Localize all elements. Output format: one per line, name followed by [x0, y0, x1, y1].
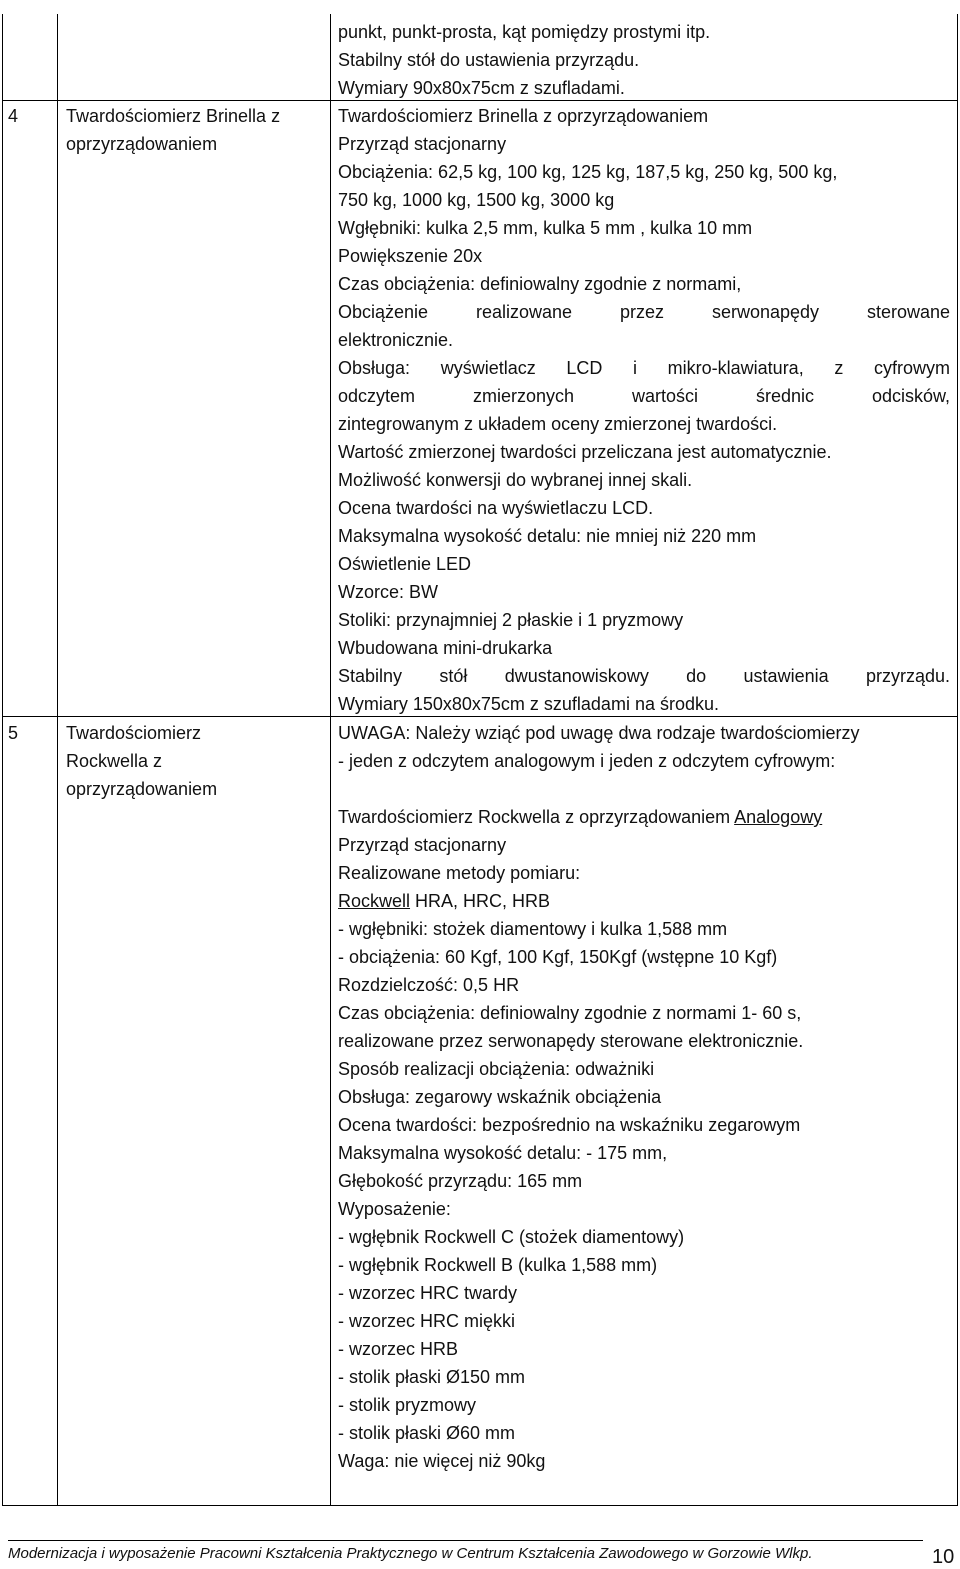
variant-type-analog: Analogowy	[734, 807, 823, 827]
item-name-line: Twardościomierz	[66, 723, 202, 743]
text-line: Wgłębniki: kulka 2,5 mm, kulka 5 mm , kulka 10 mm	[338, 218, 753, 238]
column-divider-2	[330, 14, 331, 1505]
text-line: 750 kg, 1000 kg, 1500 kg, 3000 kg	[338, 190, 615, 210]
note-line: UWAGA: Należy wziąć pod uwagę dwa rodzaje twardościomierzy	[338, 723, 860, 743]
item-name-line: oprzyrządowaniem	[66, 779, 218, 799]
text-line: Stoliki: przynajmniej 2 płaskie i 1 pryzmowy	[338, 610, 684, 630]
text-line: Wzorce: BW	[338, 582, 439, 602]
text-line: Wartość zmierzonej twardości przeliczana jest automatycznie.	[338, 442, 832, 462]
text-line: - wgłębniki: stożek diamentowy i kulka 1,588 mm	[338, 919, 728, 939]
text-line: zintegrowanym z układem oceny zmierzonej twardości.	[338, 414, 778, 434]
text-line: Wyposażenie:	[338, 1199, 451, 1219]
text-line: Rozdzielczość: 0,5 HR	[338, 975, 520, 995]
text-line: Wymiary 90x80x75cm z szufladami.	[338, 78, 625, 98]
text-line: Waga: nie więcej niż 90kg	[338, 1451, 546, 1471]
text-line: elektronicznie.	[338, 330, 454, 350]
text-line: Ocena twardości na wyświetlaczu LCD.	[338, 498, 654, 518]
text-line: Wymiary 150x80x75cm z szufladami na środku.	[338, 694, 719, 714]
text-line: - wgłębnik Rockwell B (kulka 1,588 mm)	[338, 1255, 658, 1275]
text-line: Przyrząd stacjonarny	[338, 835, 507, 855]
text-line: - wzorzec HRC twardy	[338, 1283, 518, 1303]
text-line: Czas obciążenia: definiowalny zgodnie z normami 1- 60 s,	[338, 1003, 802, 1023]
spacer	[338, 775, 950, 803]
page-footer: Modernizacja i wyposażenie Pracowni Kształcenia Praktycznego w Centrum Kształcenia Zawodowego w Gorzowie Wlkp.	[8, 1545, 813, 1562]
variant-title	[338, 803, 950, 831]
item-name-line: Rockwella z	[66, 751, 163, 771]
footer-divider	[8, 1540, 923, 1541]
page-number: 10	[932, 1546, 955, 1568]
text-line: Obciążenia: 62,5 kg, 100 kg, 125 kg, 187,5 kg, 250 kg, 500 kg,	[338, 162, 838, 182]
text-line: Oświetlenie LED	[338, 554, 472, 574]
item-name-line: oprzyrządowaniem	[66, 134, 218, 154]
text-line: - wgłębnik Rockwell C (stożek diamentowy)	[338, 1227, 685, 1247]
text-line: Obsługa: zegarowy wskaźnik obciążenia	[338, 1087, 662, 1107]
text-line: Przyrząd stacjonarny	[338, 134, 507, 154]
text-line: Ocena twardości: bezpośrednio na wskaźniku zegarowym	[338, 1115, 801, 1135]
note-line: - jeden z odczytem analogowym i jeden z odczytem cyfrowym:	[338, 751, 836, 771]
text-line: Twardościomierz Brinella z oprzyrządowaniem	[338, 106, 709, 126]
continued-row-description	[338, 18, 950, 102]
text-line: realizowane przez serwonapędy sterowane elektronicznie.	[338, 1031, 804, 1051]
method-rockwell: Rockwell	[338, 891, 411, 911]
text-line: Stabilny stół do ustawienia przyrządu.	[338, 50, 640, 70]
text-line: Możliwość konwersji do wybranej innej skali.	[338, 470, 693, 490]
text-line: Głębokość przyrządu: 165 mm	[338, 1171, 583, 1191]
row-number-5: 5	[8, 723, 19, 743]
text-line: Czas obciążenia: definiowalny zgodnie z normami,	[338, 274, 742, 294]
text-line: Wbudowana mini-drukarka	[338, 638, 553, 658]
variant-title-text: Twardościomierz Rockwella z oprzyrządowaniem	[338, 807, 735, 827]
text-line: punkt, punkt-prosta, kąt pomiędzy prostymi itp.	[338, 22, 711, 42]
methods-line	[338, 887, 950, 915]
text-line: Powiększenie 20x	[338, 246, 483, 266]
text-line: - obciążenia: 60 Kgf, 100 Kgf, 150Kgf (wstępne 10 Kgf)	[338, 947, 778, 967]
text-line: odczytem zmierzonych wartości średnic odcisków,	[338, 386, 950, 406]
text-line: Obsługa: wyświetlacz LCD i mikro-klawiatura, z cyfrowym	[338, 358, 950, 378]
text-line: Maksymalna wysokość detalu: nie mniej niż 220 mm	[338, 526, 757, 546]
item-description-brinell	[338, 102, 950, 718]
methods-scales: HRA, HRC, HRB	[410, 891, 551, 911]
column-divider-1	[57, 14, 58, 1505]
text-line: - stolik pryzmowy	[338, 1395, 477, 1415]
text-line: - stolik płaski Ø150 mm	[338, 1367, 526, 1387]
item-name-brinell	[66, 102, 320, 158]
text-line: Obciążenie realizowane przez serwonapędy sterowane	[338, 302, 950, 322]
text-line: Sposób realizacji obciążenia: odważniki	[338, 1059, 655, 1079]
row-number-4: 4	[8, 106, 19, 126]
text-line: Realizowane metody pomiaru:	[338, 863, 581, 883]
item-name-rockwell	[66, 719, 320, 803]
text-line: Maksymalna wysokość detalu: - 175 mm,	[338, 1143, 668, 1163]
text-line: - wzorzec HRB	[338, 1339, 459, 1359]
text-line: - stolik płaski Ø60 mm	[338, 1423, 516, 1443]
text-line: - wzorzec HRC miękki	[338, 1311, 516, 1331]
item-description-rockwell	[338, 719, 950, 1475]
item-name-line: Twardościomierz Brinella z	[66, 106, 281, 126]
text-line: Stabilny stół dwustanowiskowy do ustawienia przyrządu.	[338, 666, 950, 686]
